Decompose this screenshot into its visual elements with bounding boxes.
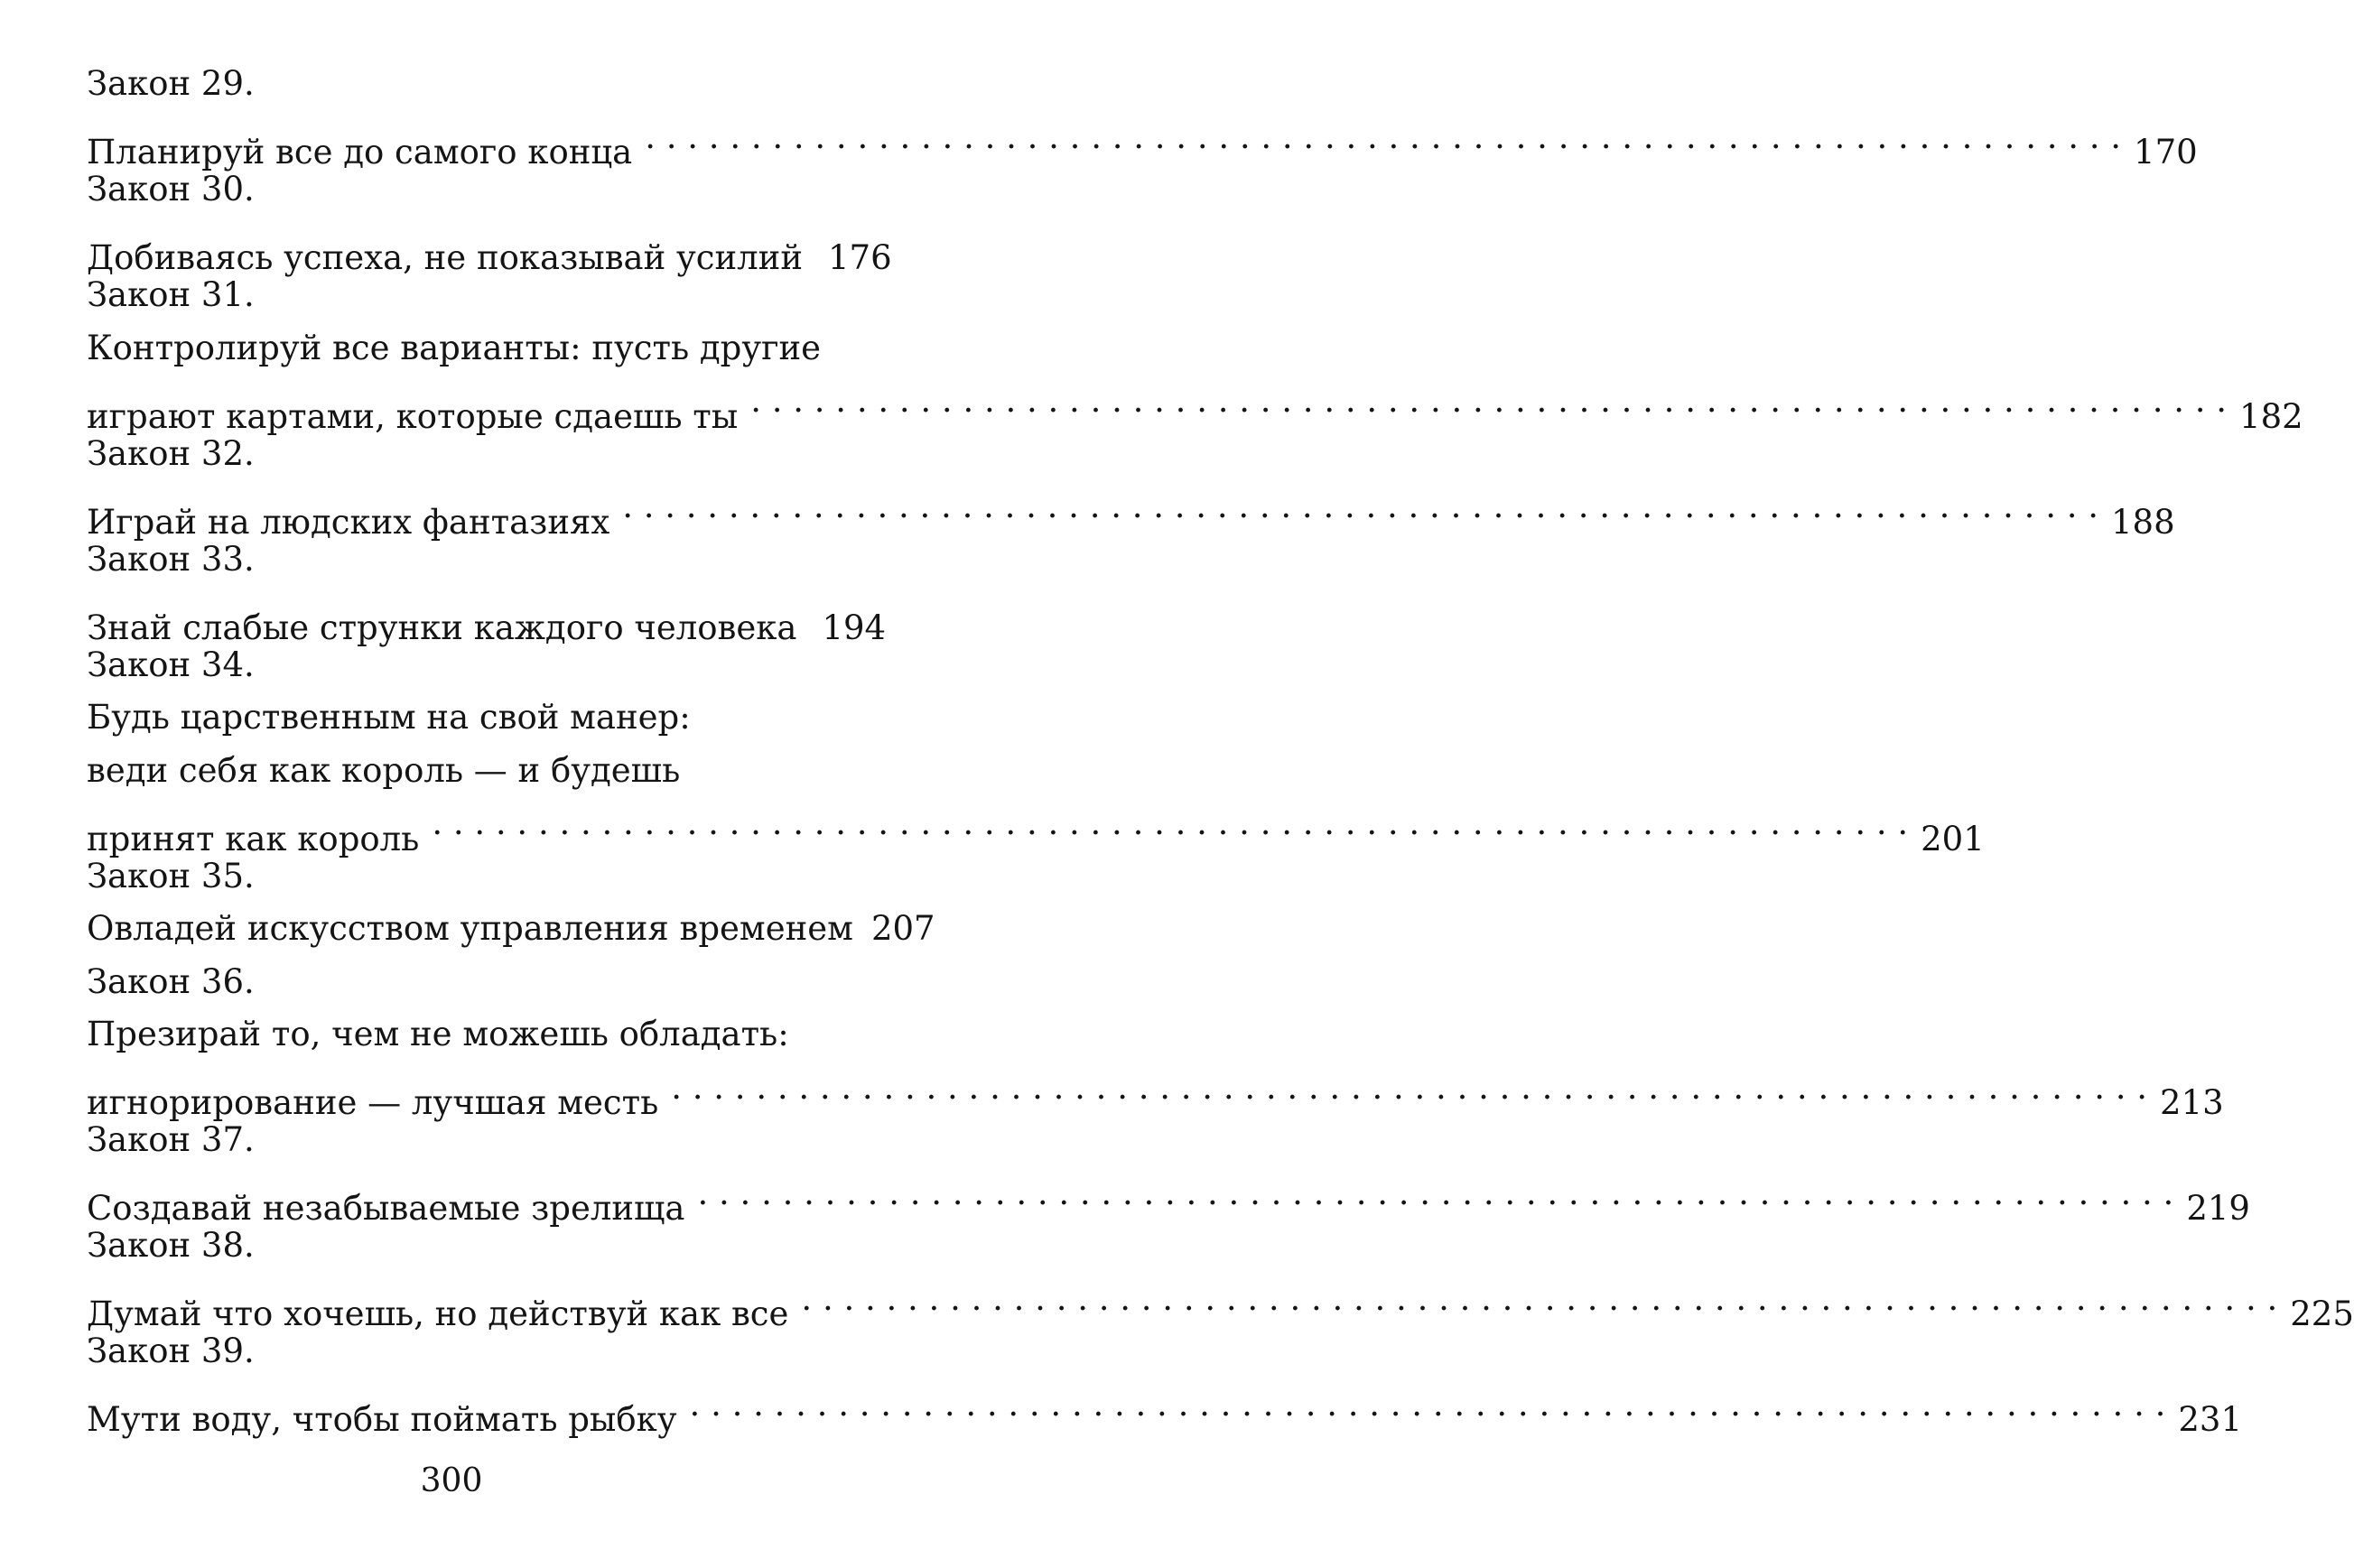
- toc-title-line: [87, 322, 881, 376]
- law-title: веди себя как король — и будешь: [87, 750, 681, 790]
- toc-entry-line: [87, 903, 935, 956]
- law-number: Закон 31.: [87, 275, 255, 314]
- law-number: Закон 36.: [87, 961, 255, 1001]
- dot-leader: [432, 797, 1908, 850]
- law-number: Закон 33.: [87, 539, 255, 579]
- law-title: игнорирование — лучшая месть: [87, 1083, 659, 1122]
- page-number: 213: [2160, 1083, 2224, 1122]
- toc-entry-line: [87, 1167, 2250, 1228]
- toc-entry-line: [87, 111, 2198, 172]
- toc-law-heading: [87, 956, 881, 1009]
- page-number: 176: [828, 238, 892, 277]
- toc-title-line: [87, 1008, 881, 1062]
- law-title: Играй на людских фантазиях: [87, 502, 610, 542]
- law-number: Закон 38.: [87, 1226, 255, 1265]
- law-title: принят как король: [87, 819, 420, 858]
- law-title: Создавай незабываемые зрелища: [87, 1189, 685, 1228]
- law-title: Овладей искусством управления временем: [87, 909, 853, 948]
- dot-leader: [801, 1273, 2277, 1326]
- page-number: 188: [2111, 502, 2175, 542]
- law-title: Добиваясь успеха, не показывай усилий: [87, 238, 804, 277]
- law-title: Презирай то, чем не можешь обладать:: [87, 1015, 789, 1053]
- law-number: Закон 29.: [87, 64, 255, 103]
- toc-title-line: [87, 691, 881, 745]
- law-title: Знай слабые струнки каждого человека: [87, 608, 797, 647]
- law-number: Закон 39.: [87, 1331, 255, 1370]
- toc-entry-line: [87, 217, 892, 277]
- dot-leader: [622, 480, 2098, 533]
- toc-title-line: [87, 745, 881, 798]
- page-number: 231: [2178, 1400, 2242, 1439]
- page-number: 219: [2186, 1189, 2250, 1228]
- page-folio: 300: [420, 1462, 483, 1499]
- toc-entry-line: [87, 1062, 2224, 1122]
- law-number: Закон 34.: [87, 645, 255, 684]
- page-number: 194: [822, 608, 887, 647]
- dot-leader: [690, 1378, 2166, 1432]
- law-title: Будь царственным на свой манер:: [87, 698, 691, 737]
- dot-leader: [645, 111, 2121, 164]
- dot-leader: [671, 1062, 2147, 1115]
- toc-law-heading: [87, 58, 881, 111]
- dot-leader: [750, 375, 2227, 428]
- toc-entry-line: [87, 797, 1985, 858]
- page-number: 201: [1921, 819, 1985, 858]
- law-number: Закон 37.: [87, 1120, 255, 1159]
- law-title: Контролируй все варианты: пусть другие: [87, 328, 822, 367]
- toc-entry-line: [87, 1273, 2354, 1333]
- toc-law-heading: [87, 850, 881, 904]
- dot-leader: [698, 1167, 2174, 1220]
- law-number: Закон 30.: [87, 170, 255, 209]
- law-title: Мути воду, чтобы поймать рыбку: [87, 1400, 677, 1439]
- page-number: 170: [2134, 133, 2198, 172]
- toc-entry-line: [87, 480, 2175, 542]
- page-number: 225: [2290, 1294, 2354, 1333]
- law-number: Закон 35.: [87, 856, 255, 895]
- page-number: 182: [2239, 396, 2303, 436]
- page-number: 207: [870, 909, 935, 948]
- law-number: Закон 32.: [87, 433, 255, 473]
- toc-entry-line: [87, 375, 2303, 436]
- law-title: Планируй все до самого конца: [87, 133, 633, 172]
- toc-entry-line: [87, 586, 887, 647]
- table-of-contents: [87, 58, 2354, 1439]
- law-title: играют картами, которые сдаешь ты: [87, 396, 739, 436]
- toc-entry-line: [87, 1378, 2242, 1439]
- law-title: Думай что хочешь, но действуй как все: [87, 1294, 789, 1333]
